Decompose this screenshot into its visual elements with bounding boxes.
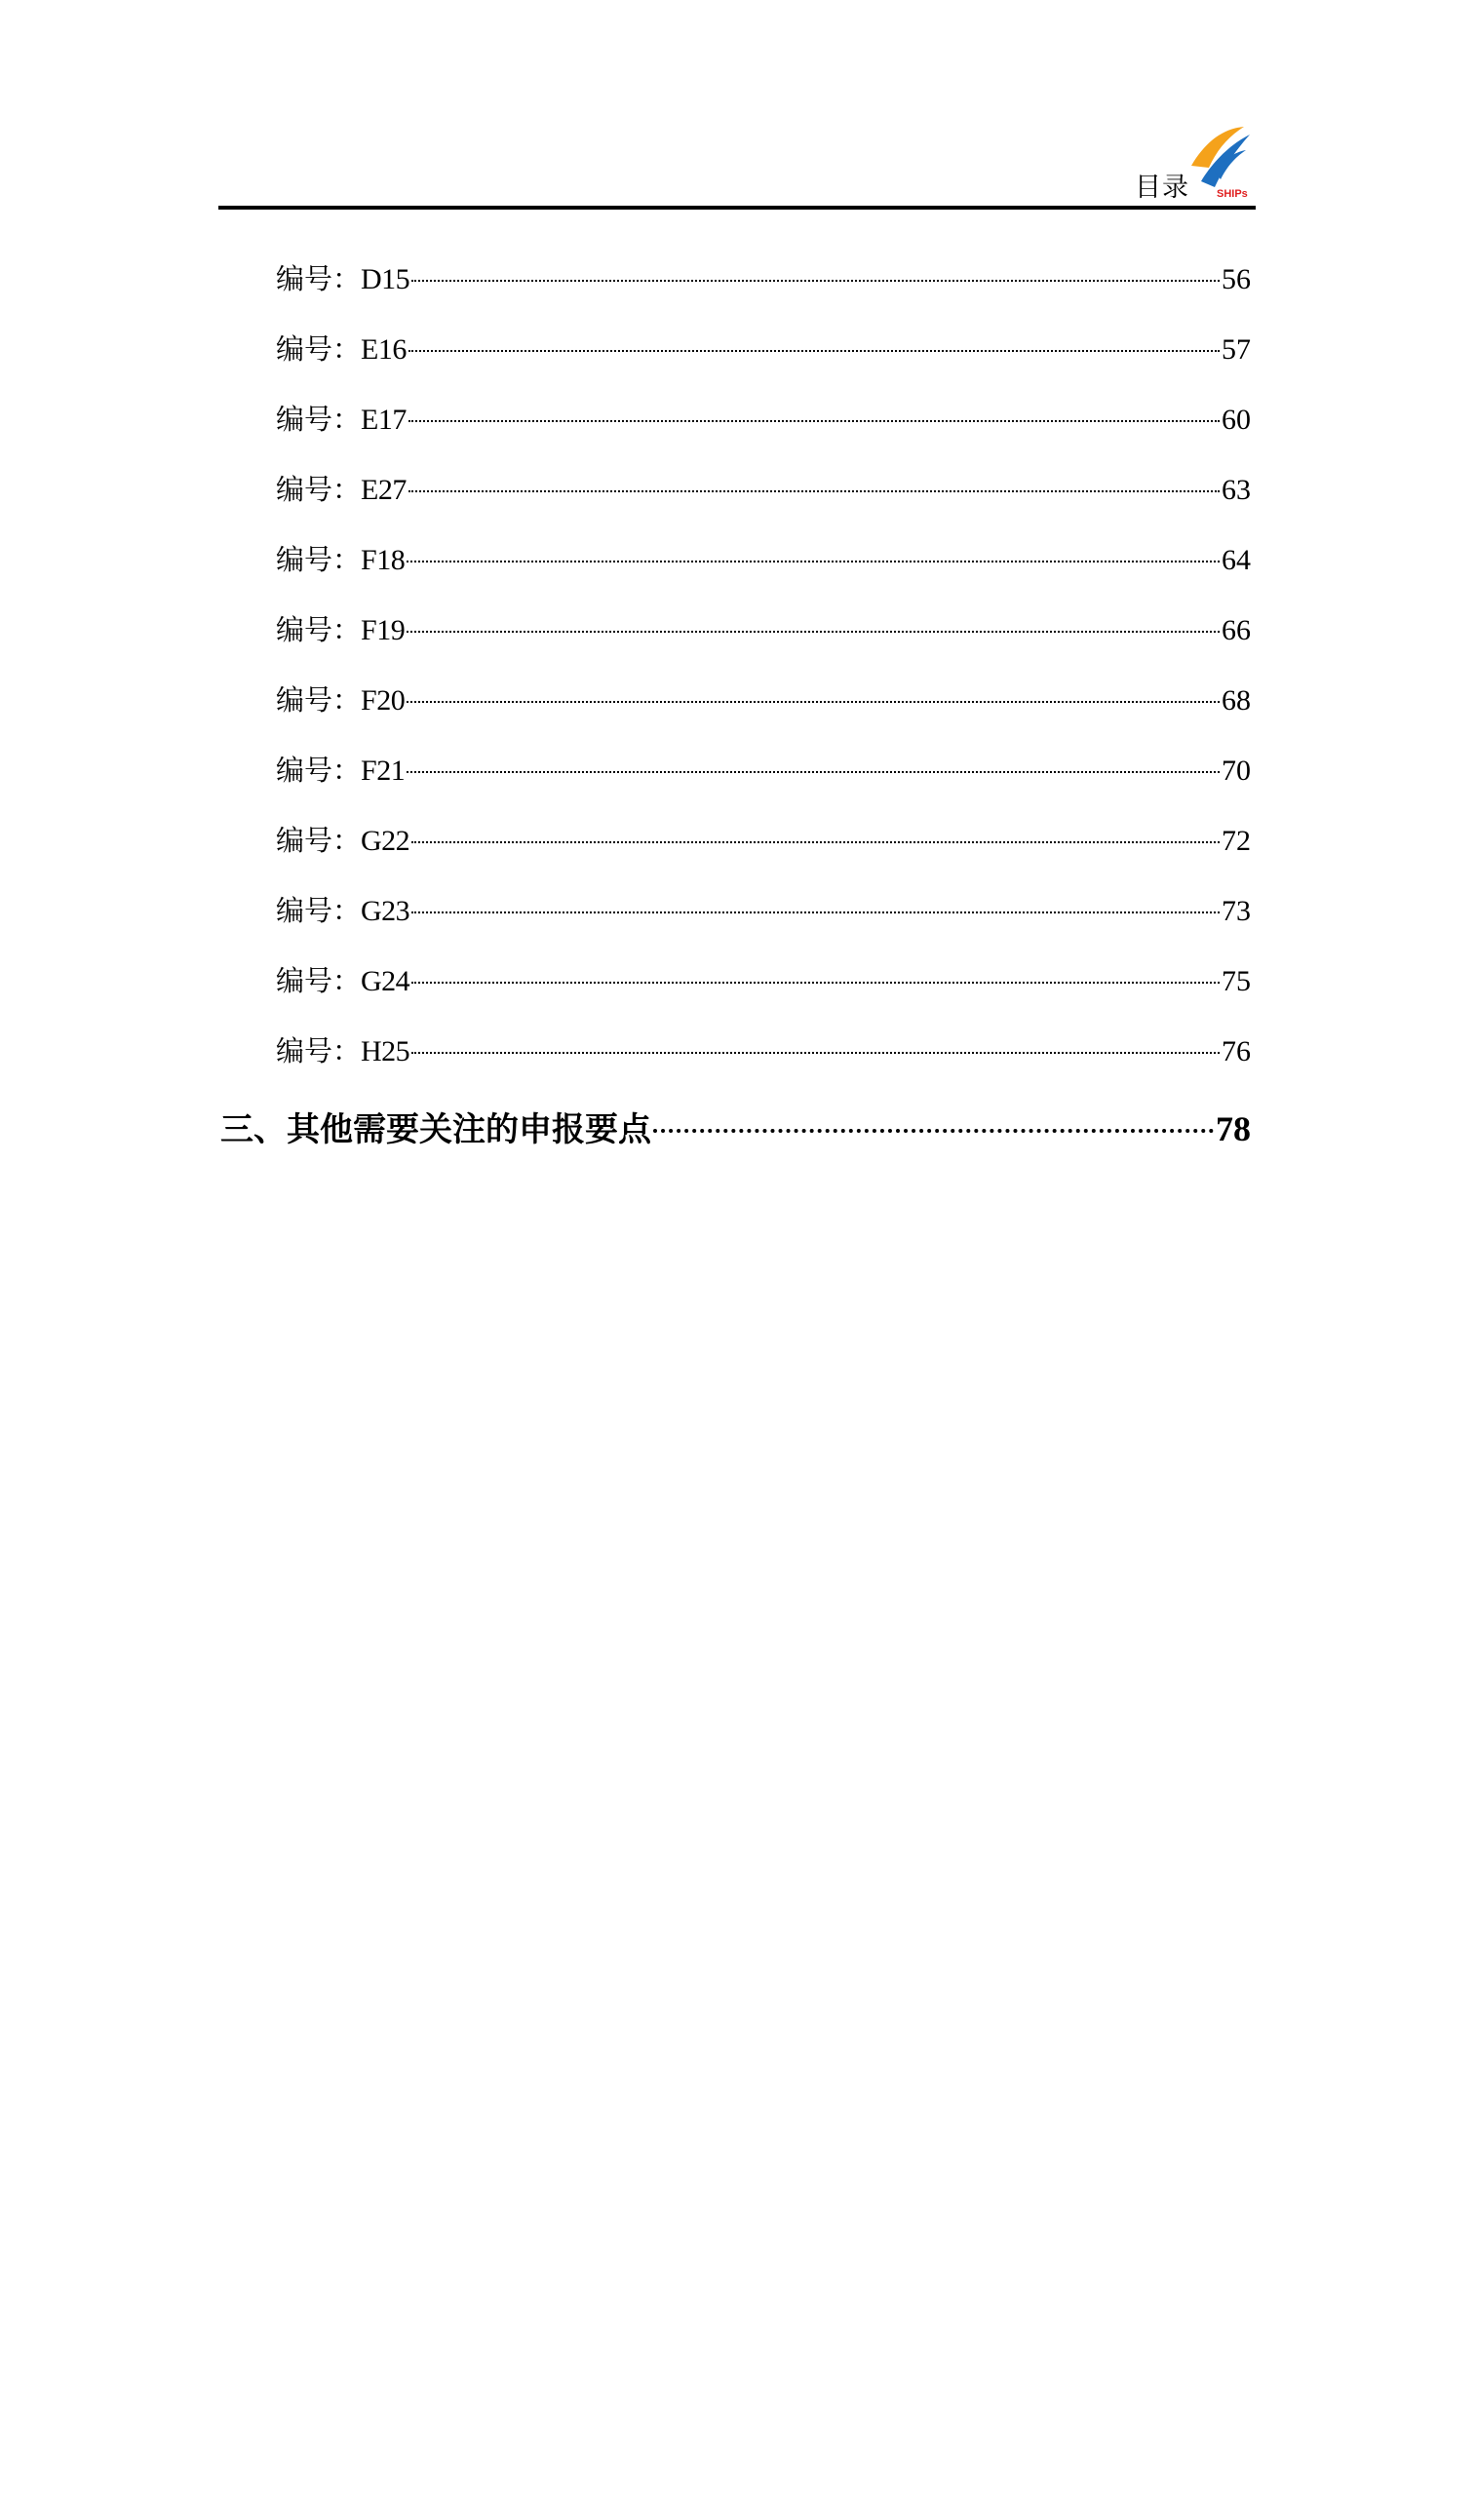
- toc-entry-code: F18: [361, 544, 406, 576]
- dot-leader: [408, 350, 1220, 352]
- dot-leader: [408, 490, 1220, 492]
- toc-entry-prefix: 编号：: [276, 1034, 362, 1067]
- dot-leader: [407, 631, 1220, 633]
- toc-entry-code: E17: [361, 404, 407, 436]
- toc-entry-label: [276, 454, 407, 525]
- toc-entry-code: G23: [361, 895, 410, 927]
- toc-entry-label: [276, 805, 409, 876]
- toc-entry-page: 72: [1222, 825, 1251, 857]
- toc-entry-label: [276, 875, 409, 947]
- toc-entry-code: F19: [361, 614, 406, 646]
- toc-entry-code: G24: [361, 965, 410, 997]
- toc-entry-page: 57: [1222, 333, 1251, 366]
- toc-entry-label: [276, 1016, 409, 1087]
- toc-entry-code: E16: [361, 333, 407, 366]
- toc-entry-prefix: 编号：: [276, 403, 362, 436]
- toc-entry-label: [276, 524, 405, 596]
- dot-leader: [407, 701, 1220, 703]
- toc-entry-label: [276, 595, 405, 666]
- toc-entry-page: 64: [1222, 544, 1251, 576]
- toc-entry-prefix: 编号：: [276, 824, 362, 857]
- toc-entry-prefix: 编号：: [276, 543, 362, 576]
- dot-leader: [411, 982, 1220, 984]
- toc-entry-label: [276, 665, 405, 736]
- toc-entry-code: F20: [361, 684, 406, 717]
- toc-entry-code: E27: [361, 474, 407, 506]
- toc-entry-prefix: 编号：: [276, 964, 362, 997]
- toc-entry[interactable]: [276, 244, 1251, 314]
- toc-entry-label: [276, 384, 407, 455]
- header-title: 目录: [1135, 173, 1189, 203]
- toc-entry-code: F21: [361, 755, 406, 787]
- toc-entry-label: [276, 314, 407, 385]
- toc-entry-prefix: 编号：: [276, 613, 362, 646]
- dot-leader: [407, 561, 1220, 562]
- toc-entry[interactable]: [276, 454, 1251, 524]
- toc-entry[interactable]: [276, 524, 1251, 595]
- header-divider: [218, 206, 1256, 210]
- toc-entry-page: 75: [1222, 965, 1251, 997]
- toc-entry-code: D15: [361, 263, 410, 295]
- toc-list: [276, 244, 1251, 1086]
- toc-entry[interactable]: [276, 665, 1251, 735]
- toc-entry-prefix: 编号：: [276, 473, 362, 506]
- toc-entry-prefix: 编号：: [276, 332, 362, 366]
- ships-logo: [1187, 123, 1252, 201]
- toc-entry-code: H25: [361, 1035, 410, 1067]
- toc-entry-page: 56: [1222, 263, 1251, 295]
- toc-entry[interactable]: [276, 595, 1251, 665]
- toc-entry-prefix: 编号：: [276, 262, 362, 295]
- toc-entry-page: 76: [1222, 1035, 1251, 1067]
- toc-entry-prefix: 编号：: [276, 894, 362, 927]
- toc-entry[interactable]: [276, 946, 1251, 1016]
- toc-entry-prefix: 编号：: [276, 683, 362, 717]
- dot-leader: [408, 420, 1220, 422]
- toc-entry-code: G22: [361, 825, 410, 857]
- dot-leader: [411, 1052, 1220, 1054]
- toc-entry[interactable]: [276, 875, 1251, 946]
- toc-entry-page: 70: [1222, 755, 1251, 787]
- dot-leader: [411, 841, 1220, 843]
- toc-entry-page: 73: [1222, 895, 1251, 927]
- dot-leader: [653, 1129, 1214, 1133]
- page-header: [218, 117, 1256, 210]
- toc-entry-label: [276, 946, 409, 1017]
- toc-entry-label: [276, 735, 405, 806]
- toc-entry-page: 66: [1222, 614, 1251, 646]
- toc-entry[interactable]: [276, 384, 1251, 454]
- toc-section-page: 78: [1216, 1109, 1251, 1148]
- toc-entry-page: 63: [1222, 474, 1251, 506]
- dot-leader: [407, 771, 1220, 773]
- toc-entry-page: 60: [1222, 404, 1251, 436]
- toc-entry[interactable]: [276, 805, 1251, 875]
- dot-leader: [411, 280, 1220, 282]
- toc-entry[interactable]: [276, 735, 1251, 805]
- toc-entry[interactable]: [276, 1016, 1251, 1086]
- toc-entry-page: 68: [1222, 684, 1251, 717]
- dot-leader: [411, 911, 1220, 913]
- toc-section-entry[interactable]: [220, 1090, 1251, 1168]
- toc-entry[interactable]: [276, 314, 1251, 384]
- toc-entry-label: [276, 244, 409, 315]
- toc-entry-prefix: 编号：: [276, 754, 362, 787]
- toc-section-label: 三、其他需要关注的申报要点: [220, 1110, 651, 1149]
- ships-logo-text: SHIPs: [1217, 188, 1248, 200]
